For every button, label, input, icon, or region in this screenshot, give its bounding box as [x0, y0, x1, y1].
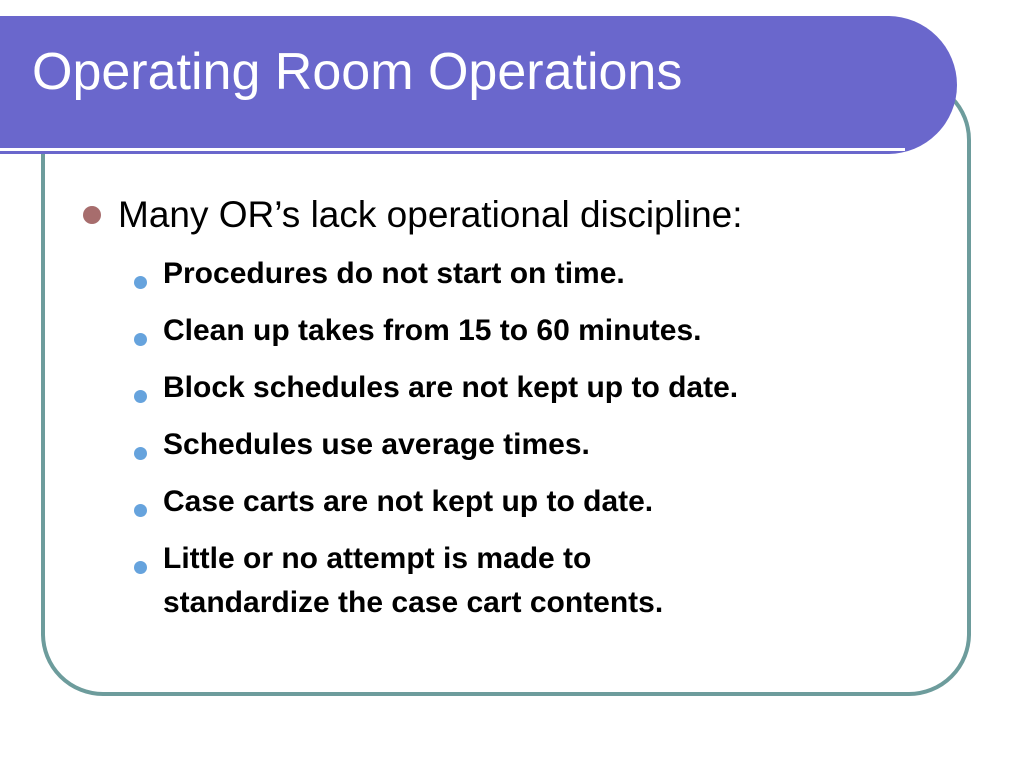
- sub-bullet-dot-icon: [134, 276, 147, 289]
- sub-bullet-text: Procedures do not start on time.: [163, 257, 625, 290]
- sub-bullet-text-line: Little or no attempt is made to: [163, 542, 592, 575]
- title-underline: [0, 148, 905, 151]
- sub-bullet-text: Schedules use average times.: [163, 428, 590, 461]
- sub-bullet-dot-icon: [134, 447, 147, 460]
- sub-bullet-text: [163, 537, 663, 625]
- sub-bullet-text: Clean up takes from 15 to 60 minutes.: [163, 314, 702, 347]
- sub-bullet-dot-icon: [134, 561, 147, 574]
- sub-bullet-text: Case carts are not kept up to date.: [163, 485, 654, 518]
- sub-bullet-text: Block schedules are not kept up to date.: [163, 371, 739, 404]
- main-bullet-text: Many OR’s lack operational discipline:: [118, 194, 743, 235]
- sub-bullet-dot-icon: [134, 390, 147, 403]
- sub-bullet-text-line: standardize the case cart contents.: [163, 586, 664, 619]
- sub-bullet-dot-icon: [134, 504, 147, 517]
- main-bullet-dot-icon: [83, 206, 101, 224]
- sub-bullet-dot-icon: [134, 333, 147, 346]
- slide-title: Operating Room Operations: [32, 43, 683, 101]
